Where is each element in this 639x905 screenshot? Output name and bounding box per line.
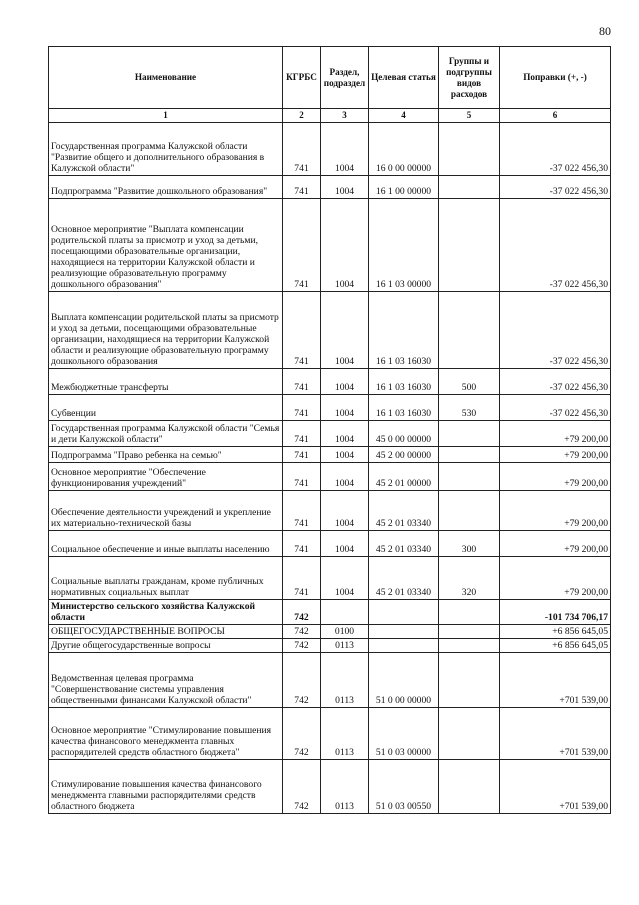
row-kgrbs: 741 [283, 447, 321, 463]
header-row [49, 47, 611, 109]
table-row [49, 369, 611, 395]
row-target: 45 0 00 00000 [369, 421, 439, 447]
header-kgrbs: КГРБС [283, 47, 321, 109]
row-name: Межбюджетные трансферты [49, 369, 283, 395]
table-row [49, 395, 611, 421]
row-group [439, 653, 500, 708]
table-row [49, 292, 611, 369]
column-number-row [49, 109, 611, 123]
row-target [369, 639, 439, 653]
row-target: 16 1 00 00000 [369, 176, 439, 199]
row-amount: +79 200,00 [500, 463, 611, 491]
row-amount: -37 022 456,30 [500, 176, 611, 199]
row-target [369, 625, 439, 639]
header-name: Наименование [49, 47, 283, 109]
column-number: 6 [500, 109, 611, 123]
page-number: 80 [599, 24, 611, 38]
row-name: Подпрограмма "Право ребенка на семью" [49, 447, 283, 463]
row-section: 1004 [321, 369, 369, 395]
row-amount: -37 022 456,30 [500, 369, 611, 395]
row-kgrbs: 741 [283, 292, 321, 369]
row-kgrbs: 741 [283, 421, 321, 447]
row-name: ОБЩЕГОСУДАРСТВЕННЫЕ ВОПРОСЫ [49, 625, 283, 639]
row-section: 1004 [321, 176, 369, 199]
table-body [49, 123, 611, 814]
row-target: 16 1 03 16030 [369, 292, 439, 369]
row-amount: +79 200,00 [500, 421, 611, 447]
row-section: 1004 [321, 447, 369, 463]
row-group: 320 [439, 557, 500, 600]
row-target: 45 2 01 00000 [369, 463, 439, 491]
row-name: Выплата компенсации родительской платы за присмотр и уход за детьми, посещающими образовательные организации, находящиеся на территории Калужской области и реализующие образовательную программу дошкольного образования [49, 292, 283, 369]
row-target: 51 0 03 00550 [369, 760, 439, 814]
table-row [49, 760, 611, 814]
row-group [439, 447, 500, 463]
row-section: 0113 [321, 639, 369, 653]
row-group [439, 625, 500, 639]
row-name: Основное мероприятие "Выплата компенсации родительской платы за присмотр и уход за детьми, посещающими образовательные организации, находящиеся на территории Калужской области и реализующие образовательную программу дошкольного образования" [49, 199, 283, 292]
row-kgrbs: 741 [283, 395, 321, 421]
row-name: Основное мероприятие "Стимулирование повышения качества финансового менеджмента главных распорядителей средств областного бюджета" [49, 708, 283, 760]
column-number: 3 [321, 109, 369, 123]
row-name: Другие общегосударственные вопросы [49, 639, 283, 653]
row-section: 1004 [321, 199, 369, 292]
header-section: Раздел, подраздел [321, 47, 369, 109]
row-amount: +6 856 645,05 [500, 639, 611, 653]
column-number: 2 [283, 109, 321, 123]
row-amount: +79 200,00 [500, 531, 611, 557]
row-group [439, 708, 500, 760]
row-group [439, 176, 500, 199]
row-group: 530 [439, 395, 500, 421]
row-name: Социальные выплаты гражданам, кроме публичных нормативных социальных выплат [49, 557, 283, 600]
row-target: 51 0 03 00000 [369, 708, 439, 760]
row-target: 45 2 01 03340 [369, 557, 439, 600]
row-section: 1004 [321, 123, 369, 176]
table-row [49, 625, 611, 639]
row-kgrbs: 742 [283, 653, 321, 708]
row-name: Обеспечение деятельности учреждений и укрепление их материально-технической базы [49, 491, 283, 531]
row-kgrbs: 742 [283, 708, 321, 760]
column-number: 1 [49, 109, 283, 123]
row-section: 1004 [321, 531, 369, 557]
amendments-table [48, 46, 611, 814]
row-section: 1004 [321, 292, 369, 369]
table-row [49, 421, 611, 447]
row-kgrbs: 742 [283, 600, 321, 625]
row-kgrbs: 741 [283, 369, 321, 395]
row-section: 0100 [321, 625, 369, 639]
table-row [49, 557, 611, 600]
header-amendments: Поправки (+, -) [500, 47, 611, 109]
row-section [321, 600, 369, 625]
row-target: 51 0 00 00000 [369, 653, 439, 708]
row-section: 0113 [321, 653, 369, 708]
row-group [439, 292, 500, 369]
row-name: Государственная программа Калужской области "Развитие общего и дополнительного образования в Калужской области" [49, 123, 283, 176]
row-name: Социальное обеспечение и иные выплаты населению [49, 531, 283, 557]
column-number: 5 [439, 109, 500, 123]
row-section: 1004 [321, 421, 369, 447]
row-group [439, 463, 500, 491]
row-group [439, 760, 500, 814]
row-name: Ведомственная целевая программа "Совершенствование системы управления общественными финансами Калужской области" [49, 653, 283, 708]
row-kgrbs: 741 [283, 491, 321, 531]
row-amount: -101 734 706,17 [500, 600, 611, 625]
row-target: 45 2 00 00000 [369, 447, 439, 463]
row-amount: +6 856 645,05 [500, 625, 611, 639]
row-target: 16 1 03 00000 [369, 199, 439, 292]
row-target: 16 1 03 16030 [369, 369, 439, 395]
row-group [439, 421, 500, 447]
row-amount: +701 539,00 [500, 653, 611, 708]
column-number: 4 [369, 109, 439, 123]
row-amount: +79 200,00 [500, 491, 611, 531]
row-name: Основное мероприятие "Обеспечение функционирования учреждений" [49, 463, 283, 491]
row-section: 1004 [321, 463, 369, 491]
row-target: 45 2 01 03340 [369, 491, 439, 531]
row-target: 16 0 00 00000 [369, 123, 439, 176]
row-kgrbs: 742 [283, 760, 321, 814]
row-kgrbs: 741 [283, 176, 321, 199]
row-name: Подпрограмма "Развитие дошкольного образования" [49, 176, 283, 199]
row-section: 1004 [321, 557, 369, 600]
row-section: 0113 [321, 760, 369, 814]
row-kgrbs: 741 [283, 199, 321, 292]
table-row [49, 447, 611, 463]
row-amount: +701 539,00 [500, 760, 611, 814]
row-amount: -37 022 456,30 [500, 123, 611, 176]
row-kgrbs: 741 [283, 463, 321, 491]
row-name: Субвенции [49, 395, 283, 421]
row-name: Стимулирование повышения качества финансового менеджмента главными распорядителями средств областного бюджета [49, 760, 283, 814]
row-kgrbs: 742 [283, 625, 321, 639]
table-row [49, 653, 611, 708]
row-section: 0113 [321, 708, 369, 760]
row-target: 16 1 03 16030 [369, 395, 439, 421]
row-name: Министерство сельского хозяйства Калужской области [49, 600, 283, 625]
row-group: 500 [439, 369, 500, 395]
row-group [439, 123, 500, 176]
row-amount: -37 022 456,30 [500, 199, 611, 292]
table-row [49, 123, 611, 176]
row-section: 1004 [321, 395, 369, 421]
row-group [439, 600, 500, 625]
row-amount: -37 022 456,30 [500, 292, 611, 369]
row-kgrbs: 741 [283, 123, 321, 176]
row-name: Государственная программа Калужской области "Семья и дети Калужской области" [49, 421, 283, 447]
row-amount: -37 022 456,30 [500, 395, 611, 421]
table-row [49, 639, 611, 653]
table-row [49, 708, 611, 760]
table-row [49, 600, 611, 625]
header-groups: Группы и подгруппы видов расходов [439, 47, 500, 109]
row-group [439, 199, 500, 292]
row-amount: +701 539,00 [500, 708, 611, 760]
row-amount: +79 200,00 [500, 557, 611, 600]
row-section: 1004 [321, 491, 369, 531]
row-group [439, 639, 500, 653]
row-group [439, 491, 500, 531]
row-group: 300 [439, 531, 500, 557]
row-kgrbs: 741 [283, 557, 321, 600]
table-row [49, 531, 611, 557]
header-target: Целевая статья [369, 47, 439, 109]
row-target: 45 2 01 03340 [369, 531, 439, 557]
row-amount: +79 200,00 [500, 447, 611, 463]
table-row [49, 463, 611, 491]
row-kgrbs: 741 [283, 531, 321, 557]
table-row [49, 199, 611, 292]
row-kgrbs: 742 [283, 639, 321, 653]
table-row [49, 176, 611, 199]
table-row [49, 491, 611, 531]
row-target [369, 600, 439, 625]
